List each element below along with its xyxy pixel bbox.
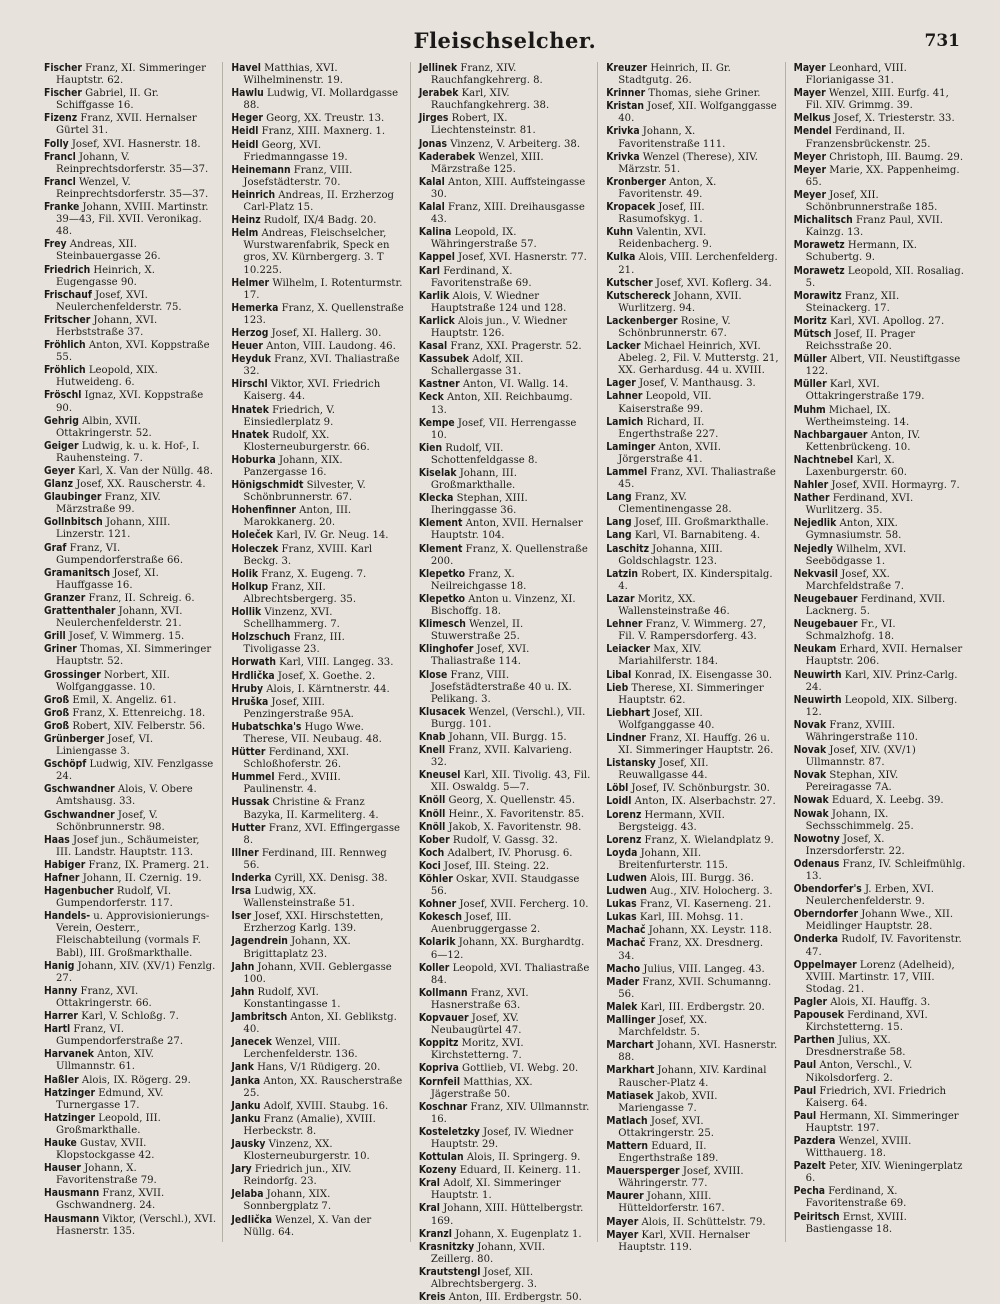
column-2 <box>231 62 410 1242</box>
directory-entry: Mayer Alois, II. Schüttelstr. 79. <box>606 1215 766 1228</box>
directory-entry: Holeczek Franz, XVIII. Karl Beckg. 3. <box>231 542 373 567</box>
directory-entry: Handels- u. Approvisionierungs-Verein, Oesterr., Fleischabteilung (vormals F. Babl), III. Großmarkthalle. <box>44 910 210 959</box>
directory-entry: Glanz Josef, XX. Rauscherstr. 4. <box>44 478 206 491</box>
directory-entry: Jagendrein Johann, XX. Brigittaplatz 23. <box>231 935 351 960</box>
directory-entry: Knöll Heinr., X. Favoritenstr. 85. <box>418 807 585 820</box>
directory-entry: Michalitsch Franz Paul, XVII. Kainzg. 13. <box>793 214 943 239</box>
directory-entry: Heinz Rudolf, IX/4 Badg. 20. <box>231 214 377 227</box>
directory-entry: Klement Anton, XVII. Hernalser Hauptstr. 104. <box>418 517 583 542</box>
directory-entry: Kranzl Johann, X. Eugenplatz 1. <box>418 1227 582 1240</box>
directory-entry: Pecha Ferdinand, X. Favoritenstraße 69. <box>793 1185 907 1210</box>
directory-entry: Heidl Franz, XIII. Maxnerg. 1. <box>231 125 386 138</box>
directory-entry: Mayer Karl, XVII. Hernalser Hauptstr. 119. <box>606 1228 750 1253</box>
directory-entry: Lang Josef, III. Großmarkthalle. <box>606 516 769 529</box>
directory-entry: Neugebauer Fr., VI. Schmalzhofg. 18. <box>793 618 896 643</box>
directory-entry: Krivka Johann, X. Favoritenstraße 111. <box>606 125 726 150</box>
directory-entry: Meyer Marie, XX. Pappenheimg. 65. <box>793 163 960 188</box>
directory-entry: Oppelmayer Lorenz (Adelheid), XVIII. Martinstr. 17, VIII. Stodag. 21. <box>793 958 955 995</box>
page-number: 731 <box>924 31 960 51</box>
directory-entry: Kien Rudolf, VII. Schottenfeldgasse 8. <box>418 441 538 466</box>
directory-entry: Klecka Stephan, XIII. Iheringgasse 36. <box>418 492 528 517</box>
directory-entry: Kronberger Anton, X. Favoritenstr. 49. <box>606 175 717 200</box>
directory-entry: Grattenthaler Johann, XVI. Neulerchenfelderstr. 21. <box>44 605 183 630</box>
directory-entry: Folly Josef, XVI. Hasnerstr. 18. <box>44 137 201 150</box>
directory-entry: Groß Emil, X. Angeliz. 61. <box>44 693 177 706</box>
directory-entry: Lorenz Franz, X. Wielandplatz 9. <box>606 833 774 846</box>
directory-entry: Hanny Franz, XVI. Ottakringerstr. 66. <box>44 984 152 1009</box>
column-3 <box>418 62 598 1304</box>
directory-entry: Kral Adolf, XI. Simmeringer Hauptstr. 1. <box>418 1177 561 1202</box>
directory-entry: Hönigschmidt Silvester, V. Schönbrunnerstr. 67. <box>231 479 366 504</box>
directory-entry: Hemerka Franz, X. Quellenstraße 123. <box>231 301 404 326</box>
directory-entry: Machač Johann, XX. Leystr. 118. <box>606 924 772 937</box>
directory-entry: Holeček Karl, IV. Gr. Neug. 14. <box>231 529 389 542</box>
directory-entry: Machač Franz, XX. Dresdnerg. 34. <box>606 937 764 962</box>
directory-entry: Nowak Johann, IX. Sechsschimmelg. 25. <box>793 807 914 832</box>
directory-entry: Hafner Johann, II. Czernig. 19. <box>44 872 202 884</box>
directory-entry: Lacker Michael Heinrich, XVI. Abeleg. 2, Fil. V. Mutterstg. 21, XX. Gerhardusg. 44 u. XVIII. <box>606 340 779 377</box>
directory-entry: Kalal Anton, XIII. Auffsteingasse 30. <box>418 175 586 200</box>
directory-entry: Marchart Johann, XVI. Hasnerstr. 88. <box>606 1039 778 1064</box>
directory-entry: Hagenbucher Rudolf, VI. Gumpendorferstr. 117. <box>44 885 173 910</box>
directory-entry: Heidl Georg, XVI. Friedmanngasse 19. <box>231 138 348 163</box>
directory-entry: Kokesch Josef, III. Auenbruggergasse 2. <box>418 911 541 936</box>
directory-entry: Ludwen Aug., XIV. Holocherg. 3. <box>606 885 773 898</box>
directory-entry: Jahn Rudolf, XVI. Konstantingasse 1. <box>231 985 341 1010</box>
directory-entry: Malek Karl, III. Erdbergstr. 20. <box>606 1000 765 1013</box>
directory-entry: Kollmann Franz, XVI. Hasnerstraße 63. <box>418 986 529 1011</box>
directory-entry: Knab Johann, VII. Burgg. 15. <box>418 730 567 743</box>
directory-entry: Iser Josef, XXI. Hirschstetten, Erzherzog Karlg. 139. <box>231 910 384 935</box>
directory-entry: Hruška Josef, XIII. Penzingerstraße 95A. <box>231 695 354 720</box>
column-5 <box>794 62 966 1242</box>
directory-entry: Fröschl Ignaz, XVI. Koppstraße 90. <box>44 389 204 414</box>
directory-entry: Nachbargauer Anton, IV. Kettenbrückeng. 10. <box>793 428 921 453</box>
directory-entry: Mayer Wenzel, XIII. Eurfg. 41, Fil. XIV. Grimmg. 39. <box>793 87 949 112</box>
directory-entry: Karl Ferdinand, X. Favoritenstraße 69. <box>418 264 532 289</box>
directory-entry: Loyda Johann, XII. Breitenfurterstr. 115. <box>606 846 728 871</box>
directory-entry: Janecek Wenzel, VIII. Lerchenfelderstr. 136. <box>231 1036 358 1061</box>
directory-entry: Fröhlich Leopold, XIX. Hutweideng. 6. <box>44 364 158 389</box>
directory-entry: Kreis Anton, III. Erdbergstr. 50. <box>418 1291 582 1304</box>
directory-entry: Fischer Gabriel, II. Gr. Schiffgasse 16. <box>44 87 159 112</box>
directory-entry: Hauke Gustav, XVII. Klopstockgasse 42. <box>44 1136 155 1162</box>
directory-entry: Herzog Josef, XI. Hallerg. 30. <box>231 326 382 339</box>
column-1 <box>44 62 223 1242</box>
directory-entry: Kober Rudolf, V. Gassg. 32. <box>418 833 558 846</box>
directory-entry: Koci Josef, III. Steing. 22. <box>418 859 550 872</box>
directory-entry: Odenaus Franz, IV. Schleifmühlg. 13. <box>793 857 966 882</box>
directory-entry: Leiacker Max, XIV. Mariahilferstr. 184. <box>606 643 718 668</box>
directory-entry: Hrdlička Josef, X. Goethe. 2. <box>231 669 376 682</box>
directory-entry: Jahn Johann, XVII. Geblergasse 100. <box>231 960 392 985</box>
directory-entry: Kempe Josef, VII. Herrengasse 10. <box>418 416 577 441</box>
directory-entry: Harvanek Anton, XIV. Ullmannstr. 61. <box>44 1048 154 1073</box>
directory-entry: Hartl Franz, VI. Gumpendorferstraße 27. <box>44 1023 184 1048</box>
directory-entry: Lackenberger Rosine, V. Schönbrunnerstr. 67. <box>606 314 731 339</box>
directory-entry: Muhm Michael, IX. Wertheimsteing. 14. <box>793 403 910 428</box>
directory-entry: Helmer Wilhelm, I. Rotenturmstr. 17. <box>231 276 403 301</box>
directory-entry: Hirschl Viktor, XVI. Friedrich Kaiserg. 44. <box>231 378 381 403</box>
directory-entry: Gehrig Albin, XVII. Ottakringerstr. 52. <box>44 414 152 439</box>
directory-entry: Klinghofer Josef, XVI. Thaliastraße 114. <box>418 643 530 668</box>
directory-entry: Krautstengl Josef, XII. Albrechtsbergerg. 3. <box>418 1265 538 1290</box>
directory-entry: Parthen Julius, XX. Dresdnerstraße 58. <box>793 1034 906 1059</box>
directory-entry: Hauser Johann, X. Favoritenstraße 79. <box>44 1162 157 1187</box>
directory-entry: Jellinek Franz, XIV. Rauchfangkehrerg. 8. <box>418 62 543 87</box>
directory-entry: Kottulan Alois, II. Springerg. 9. <box>418 1151 581 1164</box>
directory-entry: Krinner Thomas, siehe Griner. <box>606 87 761 100</box>
directory-entry: Janku Adolf, XVIII. Staubg. 16. <box>231 1099 389 1112</box>
directory-entry: Kaderabek Wenzel, XIII. Märzstraße 125. <box>418 150 544 175</box>
directory-entry: Mayer Leonhard, VIII. Florianigasse 31. <box>793 62 907 87</box>
directory-entry: Hubatschka's Hugo Wwe. Therese, VII. Neubaug. 48. <box>231 720 382 745</box>
directory-entry: Kohner Josef, XVII. Fercherg. 10. <box>418 898 589 911</box>
directory-entry: Knöll Jakob, X. Favoritenstr. 98. <box>418 820 582 833</box>
directory-entry: Hausmann Viktor, (Verschl.), XVI. Hasnerstr. 135. <box>44 1212 217 1237</box>
directory-entry: Hussak Christine & Franz Bazyka, II. Karmeliterg. 4. <box>231 796 379 821</box>
directory-entry: Müller Albert, VII. Neustiftgasse 122. <box>793 353 961 378</box>
directory-entry: Maurer Johann, XIII. Hütteldorferstr. 167. <box>606 1190 725 1215</box>
directory-entry: Graf Franz, VI. Gumpendorferstraße 66. <box>44 541 184 566</box>
directory-entry: Mauersperger Josef, XVIII. Währingerstr. 77. <box>606 1165 744 1190</box>
directory-entry: Kopvauer Josef, XV. Neubaugürtel 47. <box>418 1012 522 1037</box>
directory-entry: Hatzinger Edmund, XV. Turnergasse 17. <box>44 1086 164 1111</box>
directory-entry: Francl Johann, V. Reinprechtsdorferstr. 35—37. <box>44 150 209 175</box>
directory-entry: Hoburka Johann, XIX. Panzergasse 16. <box>231 453 343 478</box>
directory-entry: Lindner Franz, XI. Hauffg. 26 u. XI. Simmeringer Hauptstr. 26. <box>606 731 774 757</box>
directory-entry: Geyer Karl, X. Van der Nüllg. 48. <box>44 465 213 477</box>
directory-entry: Griner Thomas, XI. Simmeringer Hauptstr. 52. <box>44 643 212 668</box>
directory-entry: Peiritsch Ernst, XVIII. Bastiengasse 18. <box>793 1210 907 1235</box>
directory-entry: Papousek Ferdinand, XVI. Kirchstetterng. 15. <box>793 1009 928 1034</box>
directory-entry: Hatzinger Leopold, III. Großmarkthalle. <box>44 1111 161 1136</box>
directory-entry: Granzer Franz, II. Schreig. 6. <box>44 591 195 604</box>
directory-entry: Meyer Christoph, III. Baumg. 29. <box>793 150 964 163</box>
directory-entry: Mattern Eduard, II. Engerthstraße 189. <box>606 1139 719 1165</box>
directory-entry: Kastner Anton, VI. Wallg. 14. <box>418 378 569 391</box>
directory-entry: Nejedly Wilhelm, XVI. Seebödgasse 1. <box>793 542 907 567</box>
directory-entry: Nowak Eduard, X. Leebg. 39. <box>793 794 944 807</box>
directory-entry: Jambritsch Anton, XI. Geblikstg. 40. <box>231 1011 397 1036</box>
directory-entry: Loidl Anton, IX. Alserbachstr. 27. <box>606 795 776 808</box>
directory-entry: Fritscher Johann, XVI. Herbststraße 37. <box>44 313 158 338</box>
directory-entry: Kneusel Karl, XII. Tivolig. 43, Fil. XII. Oswaldg. 5—7. <box>418 769 591 794</box>
directory-entry: Morawitz Franz, XII. Steinackerg. 17. <box>793 289 900 314</box>
directory-entry: Geiger Ludwig, k. u. k. Hof-, I. Rauhensteing. 7. <box>44 439 200 464</box>
directory-entry: Obendorfer's J. Erben, XVI. Neulerchenfelderstr. 9. <box>793 883 934 908</box>
directory-entry: Neukam Erhard, XVII. Hernalser Hauptstr. 206. <box>793 643 963 668</box>
directory-entry: Onderka Rudolf, IV. Favoritenstr. 47. <box>793 933 962 958</box>
directory-entry: Kutschereck Johann, XVII. Wurlitzerg. 94. <box>606 289 742 314</box>
column-4 <box>606 62 785 1253</box>
directory-entry: Liebhart Josef, XII. Wolfganggasse 40. <box>606 706 715 731</box>
page-title: Fleischselcher. <box>413 28 597 53</box>
directory-entry: Jelaba Johann, XIX. Sonnbergplatz 7. <box>231 1188 332 1213</box>
directory-entry: Pazelt Peter, XIV. Wieningerplatz 6. <box>793 1160 963 1185</box>
directory-entry: Jerabek Karl, XIV. Rauchfangkehrerg. 38. <box>418 87 550 112</box>
directory-entry: Kreuzer Heinrich, II. Gr. Stadtgutg. 26. <box>606 62 731 87</box>
directory-entry: Koppitz Moritz, XVI. Kirchstetterng. 7. <box>418 1037 524 1062</box>
directory-entry: Kosteletzky Josef, IV. Wiedner Hauptstr. 29. <box>418 1125 574 1150</box>
directory-entry: Klepetko Anton u. Vinzenz, XI. Bischoffg. 18. <box>418 592 576 618</box>
directory-entry: Grossinger Norbert, XII. Wolfganggasse. 10. <box>44 668 170 693</box>
directory-entry: Habiger Franz, IX. Pramerg. 21. <box>44 858 210 871</box>
directory-entry: Heyduk Franz, XVI. Thaliastraße 32. <box>231 353 400 378</box>
directory-entry: Harrer Karl, V. Schloßg. 7. <box>44 1010 179 1023</box>
directory-entry: Morawetz Leopold, XII. Rosaliag. 5. <box>793 264 964 289</box>
directory-entry: Pazdera Wenzel, XVIII. Witthauerg. 18. <box>793 1134 912 1160</box>
directory-entry: Mendel Ferdinand, II. Franzensbrückenstr. 25. <box>793 125 931 150</box>
directory-entry: Lammel Franz, XVI. Thaliastraße 45. <box>606 466 776 491</box>
directory-entry: Köhler Oskar, XVII. Staudgasse 56. <box>418 873 580 898</box>
directory-entry: Mallinger Josef, XX. Marchfeldstr. 5. <box>606 1014 708 1039</box>
directory-entry: Kral Johann, XIII. Hüttelbergstr. 169. <box>418 1202 584 1227</box>
directory-entry: Gollnbitsch Johann, XIII. Linzerstr. 121. <box>44 516 171 541</box>
directory-entry: Paul Hermann, XI. Simmeringer Hauptstr. 197. <box>793 1109 959 1134</box>
directory-entry: Lazar Moritz, XX. Wallensteinstraße 46. <box>606 592 730 618</box>
directory-entry: Novak Franz, XVIII. Währingerstraße 110. <box>793 718 918 743</box>
directory-entry: Lukas Karl, III. Mohsg. 11. <box>606 911 744 924</box>
directory-entry: Nachtnebel Karl, X. Laxenburgerstr. 60. <box>793 453 907 478</box>
directory-entry: Holik Franz, X. Eugeng. 7. <box>231 567 367 580</box>
directory-entry: Holkup Franz, XII. Albrechtsbergerg. 35. <box>231 580 357 605</box>
directory-entry: Kalal Franz, XIII. Dreihausgasse 43. <box>418 201 585 226</box>
directory-entry: Ludwen Alois, III. Burgg. 36. <box>606 872 754 884</box>
directory-entry: Heinrich Andreas, II. Erzherzog Carl-Platz 15. <box>231 188 394 214</box>
directory-entry: Holzschuch Franz, III. Tivoligasse 23. <box>231 631 345 656</box>
directory-entry: Nahler Josef, XVII. Hormayrg. 7. <box>793 479 960 492</box>
directory-entry: Moritz Karl, XVI. Apollog. 27. <box>793 314 945 327</box>
directory-entry: Hawlu Ludwig, VI. Mollardgasse 88. <box>231 87 399 112</box>
directory-entry: Groß Robert, XIV. Felberstr. 56. <box>44 719 206 732</box>
directory-entry: Haas Josef jun., Schäumeister, III. Landstr. Hauptstr. 113. <box>44 833 200 858</box>
directory-entry: Hnatek Rudolf, XX. Klosterneuburgerstr. 66. <box>231 428 370 453</box>
directory-entry: Horwath Karl, VIII. Langeg. 33. <box>231 656 394 669</box>
directory-entry: Janka Anton, XX. Rauscherstraße 25. <box>231 1074 403 1099</box>
directory-entry: Grill Josef, V. Wimmerg. 15. <box>44 630 185 643</box>
page-header <box>44 24 966 58</box>
directory-entry: Nowotny Josef, X. Inzersdorferstr. 22. <box>793 832 905 857</box>
directory-entry: Klimesch Wenzel, II. Stuwerstraße 25. <box>418 618 524 643</box>
directory-entry: Novak Josef, XIV. (XV/1) Ullmannstr. 87. <box>793 744 916 769</box>
directory-entry: Helm Andreas, Fleischselcher, Wurstwarenfabrik, Speck en gros, XV. Kürnbergerg. 3. T 10.225. <box>231 227 390 276</box>
directory-entry: Pagler Alois, XI. Hauffg. 3. <box>793 995 931 1008</box>
directory-entry: Koschnar Franz, XIV. Ullmannstr. 16. <box>418 1100 590 1125</box>
directory-entry: Laminger Anton, XVII. Jörgerstraße 41. <box>606 440 721 465</box>
directory-entry: Heuer Anton, VIII. Laudong. 46. <box>231 340 396 353</box>
directory-entry: Keck Anton, XII. Reichbaumg. 13. <box>418 391 573 416</box>
directory-entry: Karlik Alois, V. Wiedner Hauptstraße 124 und 128. <box>418 289 567 314</box>
directory-entry: Mütsch Josef, II. Prager Reichsstraße 20. <box>793 327 916 353</box>
directory-entry: Laschitz Johanna, XIII. Goldschlagstr. 123. <box>606 542 723 567</box>
directory-entry: Nekvasil Josef, XX. Marchfeldstraße 7. <box>793 567 904 592</box>
directory-entry: Hutter Franz, XVI. Effingergasse 8. <box>231 821 400 846</box>
directory-entry: Krasnitzky Johann, XVII. Zeillerg. 80. <box>418 1240 546 1265</box>
directory-entry: Hollik Vinzenz, XVI. Schellhammerg. 7. <box>231 606 340 631</box>
directory-entry: Koch Adalbert, IV. Phorusg. 6. <box>418 846 573 859</box>
directory-entry: Nather Ferdinand, XVI. Wurlitzerg. 35. <box>793 492 914 517</box>
directory-entry: Neugebauer Ferdinand, XVII. Lacknerg. 5. <box>793 592 946 618</box>
directory-entry: Glaubinger Franz, XIV. Märzstraße 99. <box>44 491 161 516</box>
directory-entry: Illner Ferdinand, III. Rennweg 56. <box>231 846 387 871</box>
directory-entry: Morawetz Hermann, IX. Schubertg. 9. <box>793 239 917 264</box>
directory-entry: Inderka Cyrill, XX. Denisg. 38. <box>231 872 388 884</box>
directory-entry: Listansky Josef, XII. Reuwallgasse 44. <box>606 757 709 782</box>
directory-entry: Lukas Franz, VI. Kaserneng. 21. <box>606 898 772 911</box>
directory-entry: Lamich Richard, II. Engerthstraße 227. <box>606 415 719 440</box>
directory-entry: Fröhlich Anton, XVI. Koppstraße 55. <box>44 339 210 364</box>
directory-entry: Klusacek Wenzel, (Verschl.), VII. Burgg. 101. <box>418 705 586 730</box>
directory-entry: Fizenz Franz, XVII. Hernalser Gürtel 31. <box>44 112 197 137</box>
directory-entry: Libal Konrad, IX. Eisengasse 30. <box>606 668 773 681</box>
directory-entry: Groß Franz, X. Ettenreichg. 18. <box>44 706 206 719</box>
directory-entry: Gschwandner Alois, V. Obere Amtshausg. 33. <box>44 783 193 808</box>
directory-entry: Kornfeil Matthias, XX. Jägerstraße 50. <box>418 1075 533 1100</box>
directory-entry: Novak Stephan, XIV. Pereiragasse 7A. <box>793 769 899 794</box>
directory-entry: Hnatek Friedrich, V. Einsiedlerplatz 9. <box>231 403 335 428</box>
directory-entry: Kappel Josef, XVI. Hasnerstr. 77. <box>418 251 587 264</box>
directory-entry: Klement Franz, X. Quellenstraße 200. <box>418 542 588 567</box>
directory-entry: Kulka Alois, VIII. Lerchenfelderg. 21. <box>606 251 778 276</box>
directory-entry: Jank Hans, V/1 Rüdigerg. 20. <box>231 1061 381 1074</box>
directory-entry: Grünberger Josef, VI. Liniengasse 3. <box>44 732 154 758</box>
directory-entry: Mader Franz, XVII. Schumanng. 56. <box>606 975 772 1000</box>
directory-entry: Lorenz Hermann, XVII. Bergsteigg. 43. <box>606 808 725 833</box>
directory-entry: Lehner Franz, V. Wimmerg. 27, Fil. V. Rampersdorferg. 43. <box>606 618 766 643</box>
directory-entry: Knöll Georg, X. Quellenstr. 45. <box>418 794 576 807</box>
directory-entry: Matiasek Jakob, XVII. Mariengasse 7. <box>606 1089 718 1114</box>
directory-entry: Paul Anton, Verschl., V. Nikolsdorferg. 2. <box>793 1059 913 1084</box>
directory-entry: Melkus Josef, X. Triesterstr. 33. <box>793 112 955 125</box>
directory-entry: Markhart Johann, XIV. Kardinal Rauscher-Platz 4. <box>606 1064 767 1089</box>
directory-entry: Kasal Franz, XXI. Pragerstr. 52. <box>418 340 582 353</box>
directory-entry: Fischer Franz, XI. Simmeringer Hauptstr. 62. <box>44 62 206 87</box>
directory-entry: Franke Johann, XVIII. Martinstr. 39—43, Fil. XVII. Veronikag. 48. <box>44 201 209 238</box>
directory-columns <box>44 62 966 1304</box>
directory-entry: Meyer Josef, XII. Schönbrunnerstraße 185. <box>793 188 938 214</box>
directory-entry: Friedrich Heinrich, X. Eugengasse 90. <box>44 263 155 288</box>
directory-entry: Knell Franz, XVII. Kalvarieng. 32. <box>418 744 573 769</box>
directory-entry: Heinemann Franz, VIII. Josefstädterstr. 70. <box>231 163 353 188</box>
directory-entry: Kuhn Valentin, XVI. Reidenbacherg. 9. <box>606 226 712 251</box>
directory-entry: Koller Leopold, XVI. Thaliastraße 84. <box>418 961 590 986</box>
directory-entry: Jausky Vinzenz, XX. Klosterneuburgerstr. 10. <box>231 1137 370 1163</box>
directory-entry: Jary Friedrich jun., XIV. Reindorfg. 23. <box>231 1163 352 1188</box>
directory-entry: Havel Matthias, XVI. Wilhelminenstr. 19. <box>231 62 343 87</box>
directory-entry: Neuwirth Leopold, XIX. Silberg. 12. <box>793 693 958 718</box>
directory-entry: Paul Friedrich, XVI. Friedrich Kaiserg. 64. <box>793 1084 947 1109</box>
directory-entry: Neuwirth Karl, XIV. Prinz-Carlg. 24. <box>793 668 958 693</box>
directory-entry: Frischauf Josef, XVI. Neulerchenfelderstr. 75. <box>44 288 182 313</box>
directory-entry: Gschwandner Josef, V. Schönbrunnerstr. 98. <box>44 808 165 833</box>
directory-entry: Janku Franz (Amalie), XVIII. Herbeckstr. 8. <box>231 1112 376 1137</box>
directory-entry: Matlach Josef, XVI. Ottakringerstr. 25. <box>606 1114 714 1139</box>
directory-entry: Macho Julius, VIII. Langeg. 43. <box>606 962 765 975</box>
directory-entry: Jonas Vinzenz, V. Arbeiterg. 38. <box>418 137 581 150</box>
directory-entry: Lieb Therese, XI. Simmeringer Hauptstr. 62. <box>606 681 764 706</box>
directory-entry: Kalina Leopold, IX. Währingerstraße 57. <box>418 226 537 251</box>
directory-entry: Frey Andreas, XII. Steinbauergasse 26. <box>44 238 161 263</box>
directory-entry: Irsa Ludwig, XX. Wallensteinstraße 51. <box>231 885 355 910</box>
directory-entry: Latzin Robert, IX. Kinderspitalg. 4. <box>606 567 773 592</box>
directory-entry: Hütter Ferdinand, XXI. Schloßhoferstr. 26. <box>231 746 350 771</box>
directory-entry: Kassubek Adolf, XII. Schallergasse 31. <box>418 353 524 378</box>
directory-entry: Hanig Johann, XIV. (XV/1) Fenzlg. 27. <box>44 959 216 984</box>
directory-entry: Hummel Ferd., XVIII. Paulinenstr. 4. <box>231 771 341 796</box>
directory-entry: Krivka Wenzel (Therese), XIV. Märzstr. 51. <box>606 150 758 175</box>
directory-entry: Kristan Josef, XII. Wolfganggasse 40. <box>606 100 777 125</box>
directory-entry: Lahner Leopold, VII. Kaiserstraße 99. <box>606 390 712 415</box>
directory-entry: Haßler Alois, IX. Rögerg. 29. <box>44 1073 191 1086</box>
directory-entry: Klose Franz, VIII. Josefstädterstraße 40 u. IX. Pelikang. 3. <box>418 668 572 705</box>
directory-entry: Hruby Alois, I. Kärntnerstr. 44. <box>231 682 390 695</box>
directory-entry: Kropacek Josef, III. Rasumofskyg. 1. <box>606 201 705 226</box>
directory-entry: Hohenfinner Anton, III. Marokkanerg. 20. <box>231 504 352 529</box>
directory-entry: Lager Josef, V. Manthausg. 3. <box>606 377 756 390</box>
directory-entry: Nejedlik Anton, XIX. Gymnasiumstr. 58. <box>793 517 902 542</box>
directory-entry: Kutscher Josef, XVI. Koflerg. 34. <box>606 276 772 289</box>
directory-entry: Kopriva Gottlieb, VI. Webg. 20. <box>418 1062 579 1075</box>
directory-entry: Löbl Josef, IV. Schönburgstr. 30. <box>606 782 770 795</box>
directory-entry: Gschöpf Ludwig, XIV. Fenzlgasse 24. <box>44 758 214 783</box>
directory-entry: Kolarik Johann, XX. Burghardtg. 6—12. <box>418 936 585 961</box>
directory-entry: Gramanitsch Josef, XI. Hauffgasse 16. <box>44 566 159 591</box>
directory-entry: Klepetko Franz, X. Neilreichgasse 18. <box>418 567 527 592</box>
directory-entry: Oberndorfer Johann Wwe., XII. Meidlinger Hauptstr. 28. <box>793 908 954 933</box>
directory-entry: Kozeny Eduard, II. Keinerg. 11. <box>418 1164 581 1177</box>
directory-entry: Lang Karl, VI. Barnabiteng. 4. <box>606 529 761 542</box>
directory-entry: Hausmann Franz, XVII. Gschwandnerg. 24. <box>44 1187 165 1212</box>
directory-entry: Heger Georg, XX. Treustr. 13. <box>231 112 385 125</box>
directory-entry: Jirges Robert, IX. Liechtensteinstr. 81. <box>418 112 536 137</box>
directory-entry: Karlick Alois jun., V. Wiedner Hauptstr. 126. <box>418 314 568 339</box>
directory-entry: Lang Franz, XV. Clementinengasse 28. <box>606 491 732 516</box>
directory-entry: Müller Karl, XVI. Ottakringerstraße 179. <box>793 378 925 403</box>
directory-entry: Kiselak Johann, III. Großmarkthalle. <box>418 467 517 492</box>
directory-entry: Jedlička Wenzel, X. Van der Nüllg. 64. <box>231 1213 372 1238</box>
directory-entry: Francl Wenzel, V. Reinprechtsdorferstr. 35—37. <box>44 175 209 200</box>
